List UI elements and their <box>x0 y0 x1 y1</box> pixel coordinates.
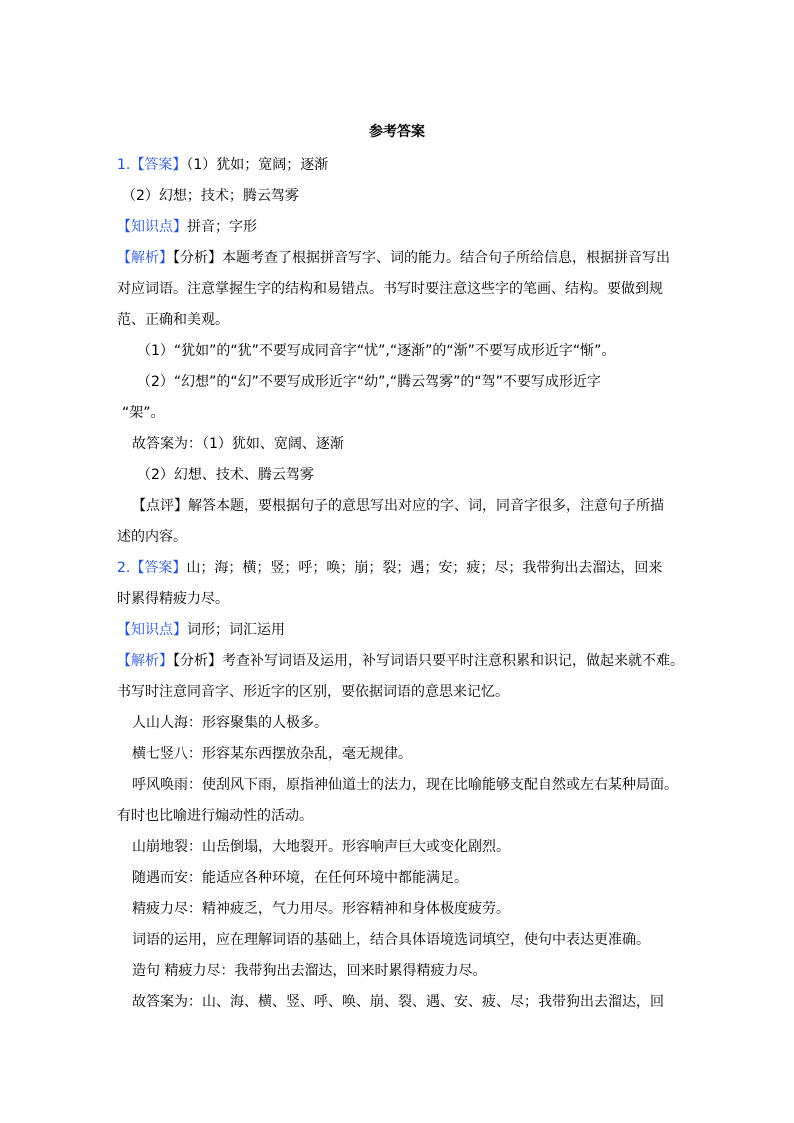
answer-line <box>132 899 702 919</box>
answer-line <box>132 744 702 764</box>
answer-line <box>117 155 687 175</box>
line-text: 随遇而安：能适应各种环境，在任何环境中都能满足。 <box>132 870 468 886</box>
answer-line <box>132 868 702 888</box>
answer-line <box>122 186 692 206</box>
section-tag: 【知识点】 <box>117 219 187 235</box>
line-text: （2）幻想、技术、腾云驾雾 <box>137 467 314 483</box>
line-text: 【分析】本题考查了根据拼音写字、词的能力。结合句子所给信息，根据拼音写出 <box>173 250 670 266</box>
answer-line <box>132 961 702 981</box>
answer-line <box>117 651 687 671</box>
line-text: 人山人海：形容聚集的人极多。 <box>132 715 328 731</box>
answer-line <box>117 620 687 640</box>
line-text: “架”。 <box>122 405 165 421</box>
section-tag: 【知识点】 <box>117 622 187 638</box>
answer-line <box>132 992 702 1012</box>
line-text: 故答案为：山、海、横、竖、呼、唤、崩、裂、遇、安、疲、尽；我带狗出去溜达，回 <box>132 994 664 1010</box>
section-tag: 【解析】 <box>117 653 173 669</box>
line-text: 书写时注意同音字、形近字的区别，要依据词语的意思来记忆。 <box>117 684 509 700</box>
line-text: 山崩地裂：山岳倒塌，大地裂开。形容响声巨大或变化剧烈。 <box>132 839 510 855</box>
section-tag: 1.【答案】 <box>117 157 187 173</box>
section-tag: 2.【答案】 <box>117 560 187 576</box>
answer-line <box>137 372 707 392</box>
line-text: 有时也比喻进行煽动性的活动。 <box>117 808 313 824</box>
answer-line <box>117 558 687 578</box>
answer-line <box>132 713 702 733</box>
answer-line <box>132 775 702 795</box>
line-text: 词语的运用，应在理解词语的基础上，结合具体语境选词填空，使句中表达更准确。 <box>132 932 650 948</box>
line-text: 述的内容。 <box>117 529 187 545</box>
line-text: （2）“幻想”的“幻”不要写成形近字“幼”,“腾云驾雾”的“驾”不要写成形近字 <box>137 374 601 390</box>
line-text: 对应词语。注意掌握生字的结构和易错点。书写时要注意这些字的笔画、结构。要做到规 <box>117 281 663 297</box>
section-tag: 【解析】 <box>117 250 173 266</box>
line-text: 词形；词汇运用 <box>187 622 285 638</box>
answer-line <box>117 248 687 268</box>
answer-line <box>137 341 707 361</box>
line-text: 山；海；横；竖；呼；唤；崩；裂；遇；安；疲；尽；我带狗出去溜达，回来 <box>186 560 663 576</box>
answer-line <box>117 806 687 826</box>
answer-line <box>117 682 687 702</box>
answer-line <box>132 837 702 857</box>
answer-line <box>132 930 702 950</box>
answer-line <box>117 217 687 237</box>
page-title: 参考答案 <box>369 124 425 140</box>
line-text: 故答案为：（1）犹如、宽阔、逐渐 <box>132 436 344 452</box>
answer-line <box>132 496 702 516</box>
line-text: 【分析】考查补写词语及运用，补写词语只要平时注意积累和识记，做起来就不难。 <box>173 653 684 669</box>
answer-line <box>122 403 692 423</box>
answer-line <box>117 310 687 330</box>
line-text: 精疲力尽：精神疲乏，气力用尽。形容精神和身体极度疲劳。 <box>132 901 510 917</box>
line-text: 拼音；字形 <box>187 219 257 235</box>
answer-line <box>117 279 687 299</box>
line-text: （1）犹如；宽阔；逐渐 <box>186 157 329 173</box>
answer-line <box>117 527 687 547</box>
answer-line <box>132 434 702 454</box>
line-text: 【点评】解答本题，要根据句子的意思写出对应的字、词，同音字很多，注意句子所描 <box>132 498 664 514</box>
answer-line <box>117 589 687 609</box>
line-text: 时累得精疲力尽。 <box>117 591 229 607</box>
line-text: 造句 精疲力尽：我带狗出去溜达，回来时累得精疲力尽。 <box>132 963 487 979</box>
line-text: （1）“犹如”的“犹”不要写成同音字“忧”,“逐渐”的“渐”不要写成形近字“惭”。 <box>137 343 616 359</box>
line-text: 横七竖八：形容某东西摆放杂乱，毫无规律。 <box>132 746 412 762</box>
line-text: 范、正确和美观。 <box>117 312 229 328</box>
line-text: （2）幻想；技术；腾云驾雾 <box>122 188 299 204</box>
line-text: 呼风唤雨：使刮风下雨，原指神仙道士的法力，现在比喻能够支配自然或左右某种局面。 <box>132 777 678 793</box>
answer-line <box>137 465 707 485</box>
